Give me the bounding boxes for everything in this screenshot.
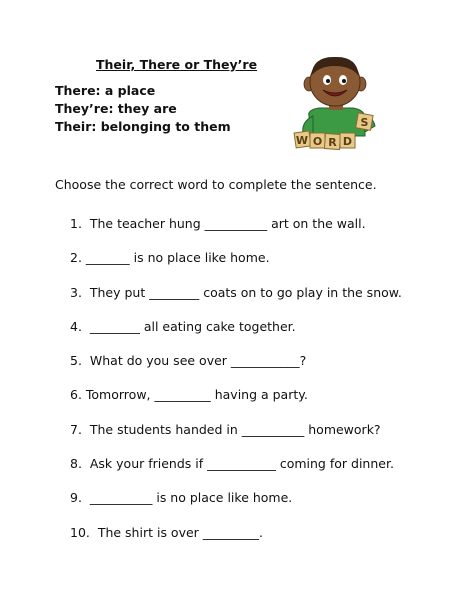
question-7: 7. The students handed in __________ homework?: [70, 422, 381, 437]
block-letter-s: S: [360, 116, 369, 129]
instructions-text: Choose the correct word to complete the sentence.: [55, 177, 377, 192]
question-4: 4. ________ all eating cake together.: [70, 319, 296, 334]
question-5: 5. What do you see over ___________?: [70, 353, 307, 368]
question-10: 10. The shirt is over _________.: [70, 525, 263, 540]
boy-with-word-blocks-icon: [293, 52, 383, 154]
block-letter-w: W: [295, 134, 309, 147]
question-1: 1. The teacher hung __________ art on the wall.: [70, 216, 366, 231]
question-6: 6. Tomorrow, _________ having a party.: [70, 387, 308, 402]
block-letter-o: O: [312, 135, 323, 148]
worksheet-title: Their, There or They’re: [96, 57, 258, 72]
definition-their: Their: belonging to them: [55, 119, 231, 134]
question-2: 2. _______ is no place like home.: [70, 250, 270, 265]
question-3: 3. They put ________ coats on to go play in the snow.: [70, 285, 402, 300]
block-letter-d: D: [342, 135, 353, 148]
block-letter-r: R: [328, 136, 337, 149]
definition-there: There: a place: [55, 83, 156, 98]
question-9: 9. __________ is no place like home.: [70, 490, 293, 505]
definition-theyre: They’re: they are: [55, 101, 177, 116]
question-8: 8. Ask your friends if ___________ coming for dinner.: [70, 456, 394, 471]
